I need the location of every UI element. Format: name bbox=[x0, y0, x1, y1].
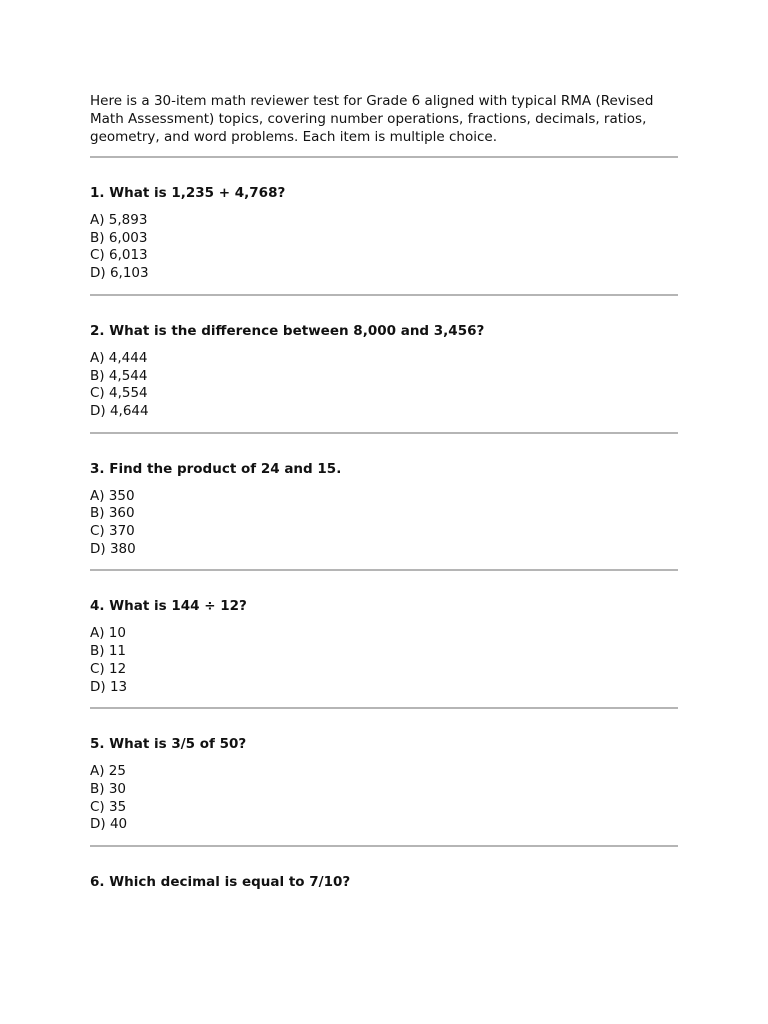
question-4 bbox=[90, 571, 678, 709]
option-a: A) 4,444 bbox=[90, 349, 148, 366]
question-2 bbox=[90, 296, 678, 434]
question-title: 1. What is 1,235 + 4,768? bbox=[90, 185, 286, 201]
options-list bbox=[90, 763, 678, 834]
option-b: B) 6,003 bbox=[90, 229, 148, 246]
option-d: D) 13 bbox=[90, 678, 128, 695]
document-body bbox=[90, 92, 678, 901]
option-a: A) 350 bbox=[90, 487, 135, 504]
option-b: B) 360 bbox=[90, 505, 135, 522]
question-title: 5. What is 3/5 of 50? bbox=[90, 736, 247, 753]
option-d: D) 380 bbox=[90, 540, 136, 557]
question-6 bbox=[90, 847, 678, 891]
option-c: C) 6,013 bbox=[90, 247, 148, 264]
option-a: A) 10 bbox=[90, 625, 126, 642]
option-d: D) 4,644 bbox=[90, 402, 149, 419]
option-a: A) 25 bbox=[90, 763, 126, 780]
options-list bbox=[90, 212, 678, 283]
option-c: C) 4,554 bbox=[90, 385, 148, 402]
option-b: B) 11 bbox=[90, 643, 126, 660]
options-list bbox=[90, 350, 678, 421]
option-a: A) 5,893 bbox=[90, 212, 148, 228]
option-d: D) 6,103 bbox=[90, 265, 149, 282]
question-title: 2. What is the difference between 8,000 and 3,456? bbox=[90, 322, 485, 339]
option-b: B) 30 bbox=[90, 780, 126, 797]
options-list bbox=[90, 625, 678, 696]
intro-paragraph: Here is a 30-item math reviewer test for Grade 6 aligned with typical RMA (Revised Math Assessment) topics, covering number operations, fractions, decimals, ratios, geometry, and word problems. Each item is multiple choice. bbox=[90, 93, 654, 145]
question-title: 6. Which decimal is equal to 7/10? bbox=[90, 874, 351, 891]
question-1 bbox=[90, 158, 678, 296]
question-title: 4. What is 144 ÷ 12? bbox=[90, 598, 247, 615]
option-c: C) 35 bbox=[90, 798, 127, 815]
question-5 bbox=[90, 709, 678, 847]
option-d: D) 40 bbox=[90, 816, 128, 833]
option-b: B) 4,544 bbox=[90, 367, 148, 384]
options-list bbox=[90, 488, 678, 559]
question-3 bbox=[90, 434, 678, 572]
option-c: C) 370 bbox=[90, 523, 135, 540]
option-c: C) 12 bbox=[90, 660, 127, 677]
question-title: 3. Find the product of 24 and 15. bbox=[90, 460, 342, 477]
